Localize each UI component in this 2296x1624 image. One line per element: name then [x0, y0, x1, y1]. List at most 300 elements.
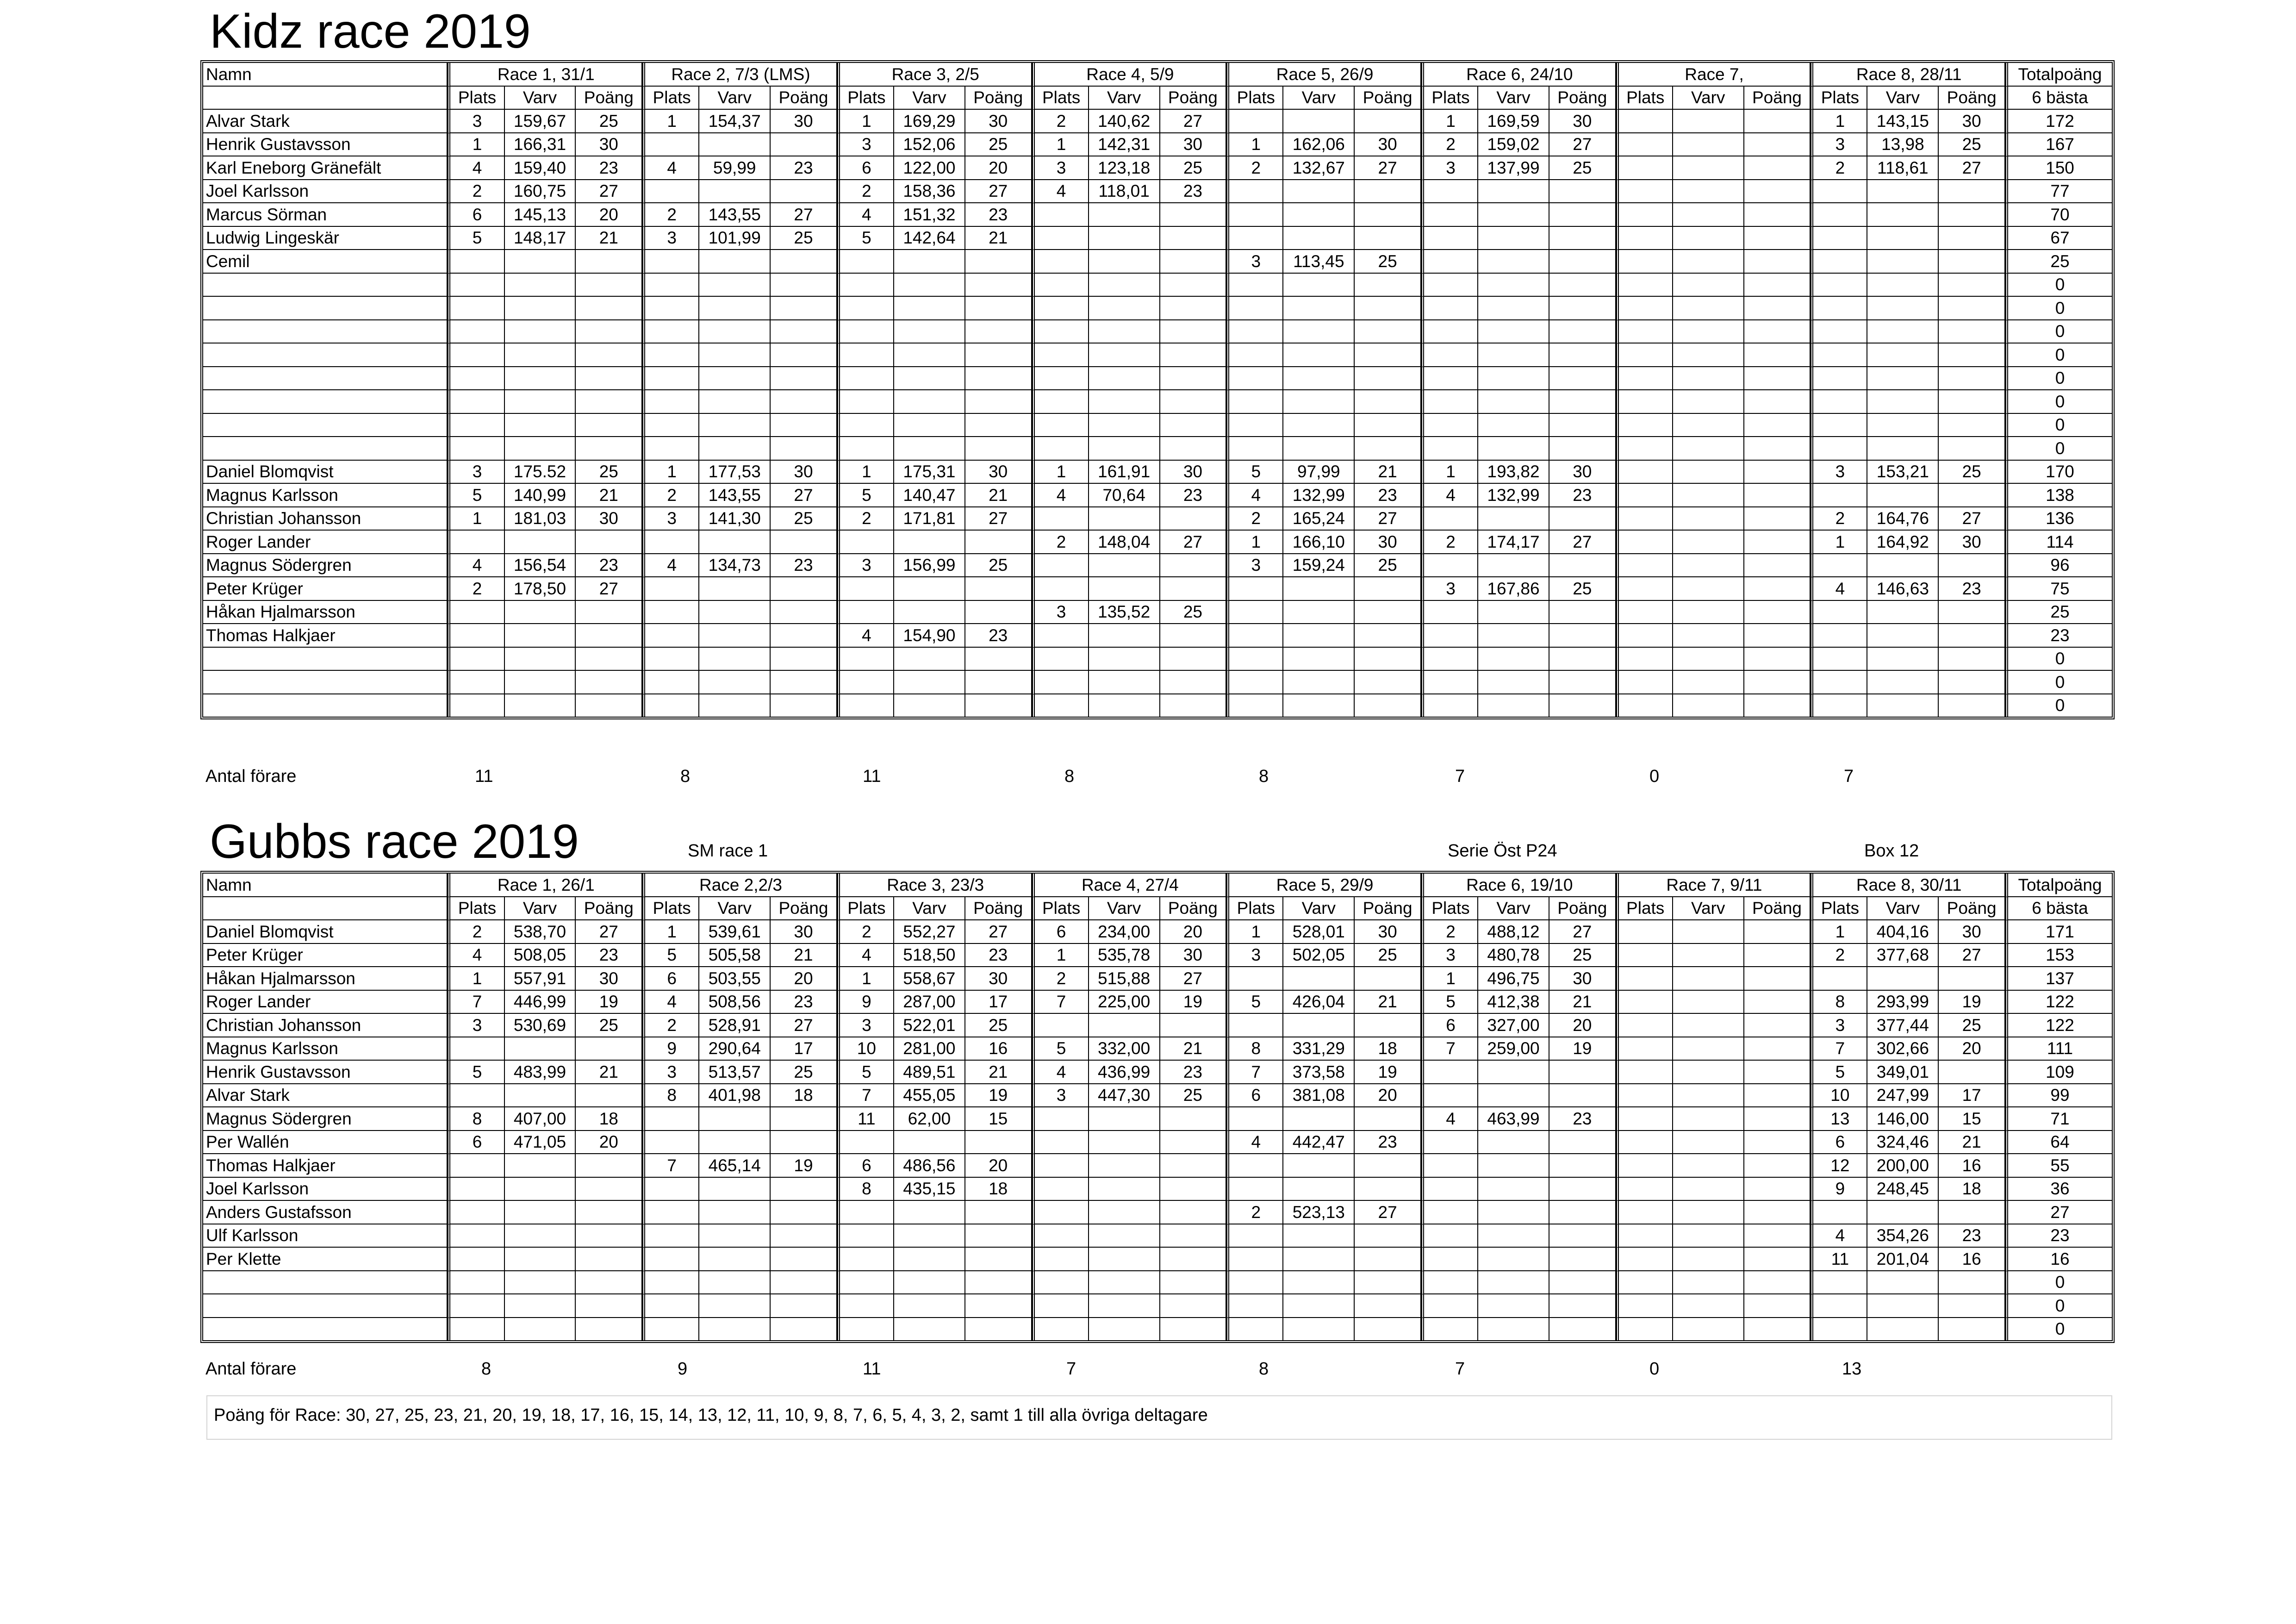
total-points: 109 [2005, 1061, 2112, 1084]
varv-cell [505, 1154, 576, 1178]
plats-cell [448, 1178, 504, 1201]
poang-cell: 25 [1549, 156, 1616, 180]
table-row [203, 967, 2112, 991]
plats-cell [642, 1107, 699, 1131]
driver-name [203, 320, 448, 344]
varv-cell: 489,51 [894, 1061, 965, 1084]
varv-cell: 142,64 [894, 227, 965, 250]
varv-cell: 327,00 [1478, 1014, 1549, 1037]
poang-cell: 23 [965, 944, 1032, 968]
poang-cell [1549, 274, 1616, 297]
race-header: Race 7, 9/11 [1616, 874, 1811, 897]
varv-cell [1089, 297, 1160, 320]
poang-cell [1160, 554, 1227, 578]
total-points: 167 [2005, 133, 2112, 157]
varv-cell [894, 344, 965, 367]
driver-name: Christian Johansson [203, 507, 448, 531]
total-points: 136 [2005, 507, 2112, 531]
poang-cell [965, 648, 1032, 671]
poang-cell: 19 [1549, 1037, 1616, 1061]
plats-cell [642, 1271, 699, 1295]
driver-name: Roger Lander [203, 531, 448, 554]
varv-cell [505, 1224, 576, 1248]
plats-cell: 10 [837, 1037, 894, 1061]
column-subheader: Varv [1089, 897, 1160, 921]
poang-cell: 27 [576, 920, 642, 944]
varv-cell: 181,03 [505, 507, 576, 531]
plats-cell [448, 320, 504, 344]
varv-cell [505, 414, 576, 437]
varv-cell [1867, 203, 1939, 227]
plats-cell [837, 367, 894, 391]
poang-cell: 23 [1939, 577, 2005, 601]
driver-count: 0 [1649, 1359, 1660, 1379]
varv-cell [1673, 671, 1744, 694]
varv-cell [1283, 648, 1355, 671]
plats-cell [1616, 1107, 1673, 1131]
varv-cell [1673, 1061, 1744, 1084]
poang-cell [576, 1224, 642, 1248]
poang-cell [771, 577, 837, 601]
total-points: 71 [2005, 1107, 2112, 1131]
plats-cell [1226, 110, 1283, 133]
plats-cell [1811, 297, 1867, 320]
plats-cell [1811, 1271, 1867, 1295]
count-label: Antal förare [205, 767, 297, 786]
plats-cell [1032, 1201, 1089, 1224]
poang-cell: 20 [965, 1154, 1032, 1178]
poang-cell [1744, 1014, 1811, 1037]
plats-cell [1421, 320, 1478, 344]
poang-cell: 23 [1939, 1224, 2005, 1248]
table-row [203, 531, 2112, 554]
varv-cell [1089, 227, 1160, 250]
table-row [203, 1318, 2112, 1341]
driver-count: 8 [1259, 767, 1269, 786]
poang-cell: 30 [576, 133, 642, 157]
table-row [203, 1084, 2112, 1108]
poang-cell [965, 250, 1032, 274]
plats-cell [1421, 624, 1478, 648]
varv-cell: 515,88 [1089, 967, 1160, 991]
plats-cell [1616, 507, 1673, 531]
poang-cell: 18 [771, 1084, 837, 1108]
total-points: 23 [2005, 624, 2112, 648]
table-row [203, 320, 2112, 344]
poang-cell [1744, 991, 1811, 1014]
poang-cell [771, 320, 837, 344]
varv-cell [1089, 554, 1160, 578]
poang-cell [1549, 203, 1616, 227]
driver-name [203, 344, 448, 367]
poang-cell [1160, 274, 1227, 297]
plats-cell: 3 [837, 1014, 894, 1037]
varv-cell [699, 577, 771, 601]
varv-cell [1673, 133, 1744, 157]
varv-cell: 290,64 [699, 1037, 771, 1061]
poang-cell [1160, 1178, 1227, 1201]
driver-name [203, 274, 448, 297]
poang-cell [771, 1271, 837, 1295]
varv-cell [1673, 227, 1744, 250]
poang-cell [771, 133, 837, 157]
varv-cell [699, 367, 771, 391]
driver-name [203, 414, 448, 437]
plats-cell: 3 [1421, 156, 1478, 180]
plats-cell [1226, 671, 1283, 694]
varv-cell [1867, 694, 1939, 717]
plats-cell [837, 320, 894, 344]
varv-cell: 381,08 [1283, 1084, 1355, 1108]
poang-cell [1549, 414, 1616, 437]
poang-cell [1744, 133, 1811, 157]
poang-cell [1160, 577, 1227, 601]
varv-cell [505, 1248, 576, 1271]
plats-cell: 1 [1811, 531, 1867, 554]
varv-cell [1673, 531, 1744, 554]
poang-cell [1355, 694, 1421, 717]
plats-cell [1616, 1201, 1673, 1224]
poang-cell [1744, 437, 1811, 461]
driver-name: Joel Karlsson [203, 180, 448, 204]
plats-cell [1226, 1294, 1283, 1318]
plats-cell [1032, 437, 1089, 461]
plats-cell [448, 1271, 504, 1295]
poang-cell [1549, 1201, 1616, 1224]
varv-cell [1673, 1271, 1744, 1295]
varv-cell [505, 1318, 576, 1341]
plats-cell: 1 [448, 133, 504, 157]
column-subheader: Plats [1226, 897, 1283, 921]
plats-cell [1226, 1107, 1283, 1131]
varv-cell [1867, 967, 1939, 991]
poang-cell: 27 [576, 180, 642, 204]
poang-cell [1160, 367, 1227, 391]
varv-cell: 234,00 [1089, 920, 1160, 944]
varv-cell: 377,68 [1867, 944, 1939, 968]
poang-cell [1355, 1178, 1421, 1201]
varv-cell: 118,01 [1089, 180, 1160, 204]
column-subheader: Varv [1283, 897, 1355, 921]
plats-cell [448, 694, 504, 717]
varv-cell [1673, 203, 1744, 227]
driver-name [203, 648, 448, 671]
count-label: Antal förare [205, 1359, 297, 1379]
plats-cell: 2 [1226, 507, 1283, 531]
driver-name: Ulf Karlsson [203, 1224, 448, 1248]
plats-cell [642, 694, 699, 717]
poang-cell: 18 [965, 1178, 1032, 1201]
varv-cell [1283, 437, 1355, 461]
plats-cell [1421, 227, 1478, 250]
total-points: 23 [2005, 1224, 2112, 1248]
plats-cell [1616, 967, 1673, 991]
poang-cell [1744, 507, 1811, 531]
driver-name: Thomas Halkjaer [203, 624, 448, 648]
plats-cell [1421, 1061, 1478, 1084]
plats-cell [642, 624, 699, 648]
plats-cell [642, 367, 699, 391]
poang-cell [1939, 1201, 2005, 1224]
plats-cell: 1 [1226, 133, 1283, 157]
plats-cell: 6 [1032, 920, 1089, 944]
poang-cell [965, 344, 1032, 367]
varv-cell [1089, 390, 1160, 414]
poang-cell [1744, 1224, 1811, 1248]
poang-cell [576, 297, 642, 320]
poang-cell [1355, 320, 1421, 344]
poang-cell [1355, 227, 1421, 250]
plats-cell: 1 [837, 461, 894, 484]
poang-cell: 17 [1939, 1084, 2005, 1108]
table-row [203, 344, 2112, 367]
varv-cell [1283, 344, 1355, 367]
varv-cell: 169,29 [894, 110, 965, 133]
gubbs-results-table [200, 871, 2115, 1343]
driver-name: Magnus Karlsson [203, 484, 448, 507]
plats-cell [1226, 601, 1283, 625]
varv-cell: 401,98 [699, 1084, 771, 1108]
plats-cell: 4 [1421, 1107, 1478, 1131]
plats-cell [1616, 110, 1673, 133]
plats-cell [1616, 437, 1673, 461]
column-subheader: Plats [1616, 897, 1673, 921]
varv-cell [1673, 250, 1744, 274]
poang-cell [1160, 1154, 1227, 1178]
varv-cell [505, 390, 576, 414]
plats-cell [837, 1271, 894, 1295]
plats-cell [837, 648, 894, 671]
varv-cell [1283, 601, 1355, 625]
plats-cell [1616, 484, 1673, 507]
plats-cell: 9 [1811, 1178, 1867, 1201]
plats-cell: 1 [642, 461, 699, 484]
varv-cell [1283, 1294, 1355, 1318]
poang-cell [965, 1294, 1032, 1318]
poang-cell [1549, 390, 1616, 414]
varv-cell [1673, 390, 1744, 414]
plats-cell [1811, 484, 1867, 507]
poang-cell [771, 694, 837, 717]
plats-cell: 4 [837, 624, 894, 648]
column-subheader: Poäng [1744, 897, 1811, 921]
varv-cell [1673, 344, 1744, 367]
table-row [203, 1154, 2112, 1178]
column-subheader: Poäng [771, 897, 837, 921]
poang-cell [1160, 694, 1227, 717]
varv-cell: 463,99 [1478, 1107, 1549, 1131]
race-header: Race 6, 24/10 [1421, 63, 1616, 87]
varv-cell: 281,00 [894, 1037, 965, 1061]
poang-cell [1744, 180, 1811, 204]
plats-cell: 2 [448, 920, 504, 944]
poang-cell [1160, 1318, 1227, 1341]
plats-cell: 11 [837, 1107, 894, 1131]
varv-cell [894, 390, 965, 414]
plats-cell [1421, 250, 1478, 274]
varv-cell [699, 601, 771, 625]
plats-cell [642, 671, 699, 694]
driver-name [203, 1294, 448, 1318]
poang-cell: 30 [1355, 133, 1421, 157]
varv-cell [894, 694, 965, 717]
poang-cell: 27 [771, 203, 837, 227]
varv-cell: 154,90 [894, 624, 965, 648]
plats-cell: 1 [1811, 920, 1867, 944]
varv-cell [1478, 180, 1549, 204]
varv-cell: 513,57 [699, 1061, 771, 1084]
column-subheader: Plats [1226, 87, 1283, 110]
poang-cell: 27 [1549, 920, 1616, 944]
poang-cell [771, 437, 837, 461]
plats-cell: 2 [1032, 967, 1089, 991]
varv-cell [505, 320, 576, 344]
varv-cell [1673, 694, 1744, 717]
poang-cell [1744, 390, 1811, 414]
poang-cell: 27 [1355, 1201, 1421, 1224]
varv-cell [505, 274, 576, 297]
poang-cell [576, 1178, 642, 1201]
plats-cell: 3 [642, 507, 699, 531]
poang-cell: 21 [965, 227, 1032, 250]
varv-cell: 97,99 [1283, 461, 1355, 484]
poang-cell: 25 [1160, 1084, 1227, 1108]
varv-cell [699, 344, 771, 367]
varv-cell [505, 367, 576, 391]
varv-cell: 528,01 [1283, 920, 1355, 944]
plats-cell [1226, 297, 1283, 320]
poang-cell [1549, 367, 1616, 391]
poang-cell [1744, 1037, 1811, 1061]
table-row [203, 250, 2112, 274]
plats-cell [1421, 671, 1478, 694]
plats-cell [642, 390, 699, 414]
varv-cell: 302,66 [1867, 1037, 1939, 1061]
varv-cell [1478, 320, 1549, 344]
varv-cell [1867, 344, 1939, 367]
plats-cell [1811, 227, 1867, 250]
plats-cell: 3 [1226, 944, 1283, 968]
varv-cell [1089, 437, 1160, 461]
poang-cell: 27 [1939, 944, 2005, 968]
poang-cell: 15 [1939, 1107, 2005, 1131]
driver-name: Christian Johansson [203, 1014, 448, 1037]
plats-cell: 8 [1226, 1037, 1283, 1061]
poang-cell [1744, 967, 1811, 991]
varv-cell [894, 1201, 965, 1224]
total-points: 0 [2005, 648, 2112, 671]
poang-cell: 21 [1939, 1131, 2005, 1155]
poang-cell [576, 531, 642, 554]
race-header: Race 3, 2/5 [837, 63, 1032, 87]
poang-cell: 21 [771, 944, 837, 968]
poang-cell: 17 [965, 991, 1032, 1014]
table-row [203, 671, 2112, 694]
poang-cell [1160, 297, 1227, 320]
sm-race-label: SM race 1 [688, 841, 768, 861]
plats-cell [1616, 991, 1673, 1014]
varv-cell [699, 1107, 771, 1131]
varv-cell [1867, 390, 1939, 414]
driver-name [203, 297, 448, 320]
varv-cell [1867, 274, 1939, 297]
varv-cell: 488,12 [1478, 920, 1549, 944]
poang-cell [965, 577, 1032, 601]
plats-cell [837, 1248, 894, 1271]
varv-cell [894, 671, 965, 694]
poang-cell [1549, 1318, 1616, 1341]
poang-cell [771, 250, 837, 274]
poang-cell [771, 648, 837, 671]
plats-cell [642, 577, 699, 601]
varv-cell: 426,04 [1283, 991, 1355, 1014]
poang-cell: 30 [576, 967, 642, 991]
poang-cell: 30 [965, 461, 1032, 484]
poang-cell [1549, 1271, 1616, 1295]
varv-cell [1867, 554, 1939, 578]
varv-cell [1673, 367, 1744, 391]
varv-cell [1867, 320, 1939, 344]
varv-cell [1673, 1294, 1744, 1318]
table-row [203, 944, 2112, 968]
plats-cell [1032, 1154, 1089, 1178]
plats-cell: 3 [448, 461, 504, 484]
plats-cell [448, 1201, 504, 1224]
poang-cell [1549, 297, 1616, 320]
poang-cell: 20 [1939, 1037, 2005, 1061]
column-subheader: Poäng [576, 897, 642, 921]
plats-cell [448, 414, 504, 437]
plats-cell [642, 531, 699, 554]
poang-cell [1939, 671, 2005, 694]
plats-cell [1616, 624, 1673, 648]
plats-cell: 5 [1226, 991, 1283, 1014]
poang-cell [1160, 624, 1227, 648]
column-subheader: Poäng [1160, 897, 1227, 921]
total-points: 0 [2005, 1294, 2112, 1318]
varv-cell [505, 694, 576, 717]
varv-cell [1283, 203, 1355, 227]
varv-cell [1478, 671, 1549, 694]
varv-cell [505, 1294, 576, 1318]
poang-cell: 27 [576, 577, 642, 601]
plats-cell [1421, 648, 1478, 671]
driver-name: Henrik Gustavsson [203, 1061, 448, 1084]
poang-cell: 20 [576, 203, 642, 227]
varv-cell [1283, 227, 1355, 250]
plats-cell: 2 [1421, 133, 1478, 157]
plats-cell [448, 648, 504, 671]
plats-cell: 2 [837, 920, 894, 944]
poang-cell [1549, 1131, 1616, 1155]
plats-cell [1032, 1131, 1089, 1155]
column-subheader: Plats [642, 87, 699, 110]
poang-cell [1939, 320, 2005, 344]
varv-cell: 101,99 [699, 227, 771, 250]
varv-cell [1673, 110, 1744, 133]
table-row [203, 274, 2112, 297]
poang-cell [1744, 484, 1811, 507]
poang-cell: 19 [576, 991, 642, 1014]
driver-name: Håkan Hjalmarsson [203, 967, 448, 991]
varv-cell [894, 577, 965, 601]
plats-cell: 1 [1421, 110, 1478, 133]
plats-cell [1032, 250, 1089, 274]
varv-cell: 159,67 [505, 110, 576, 133]
driver-name [203, 437, 448, 461]
poang-cell: 30 [1549, 110, 1616, 133]
plats-cell [837, 437, 894, 461]
